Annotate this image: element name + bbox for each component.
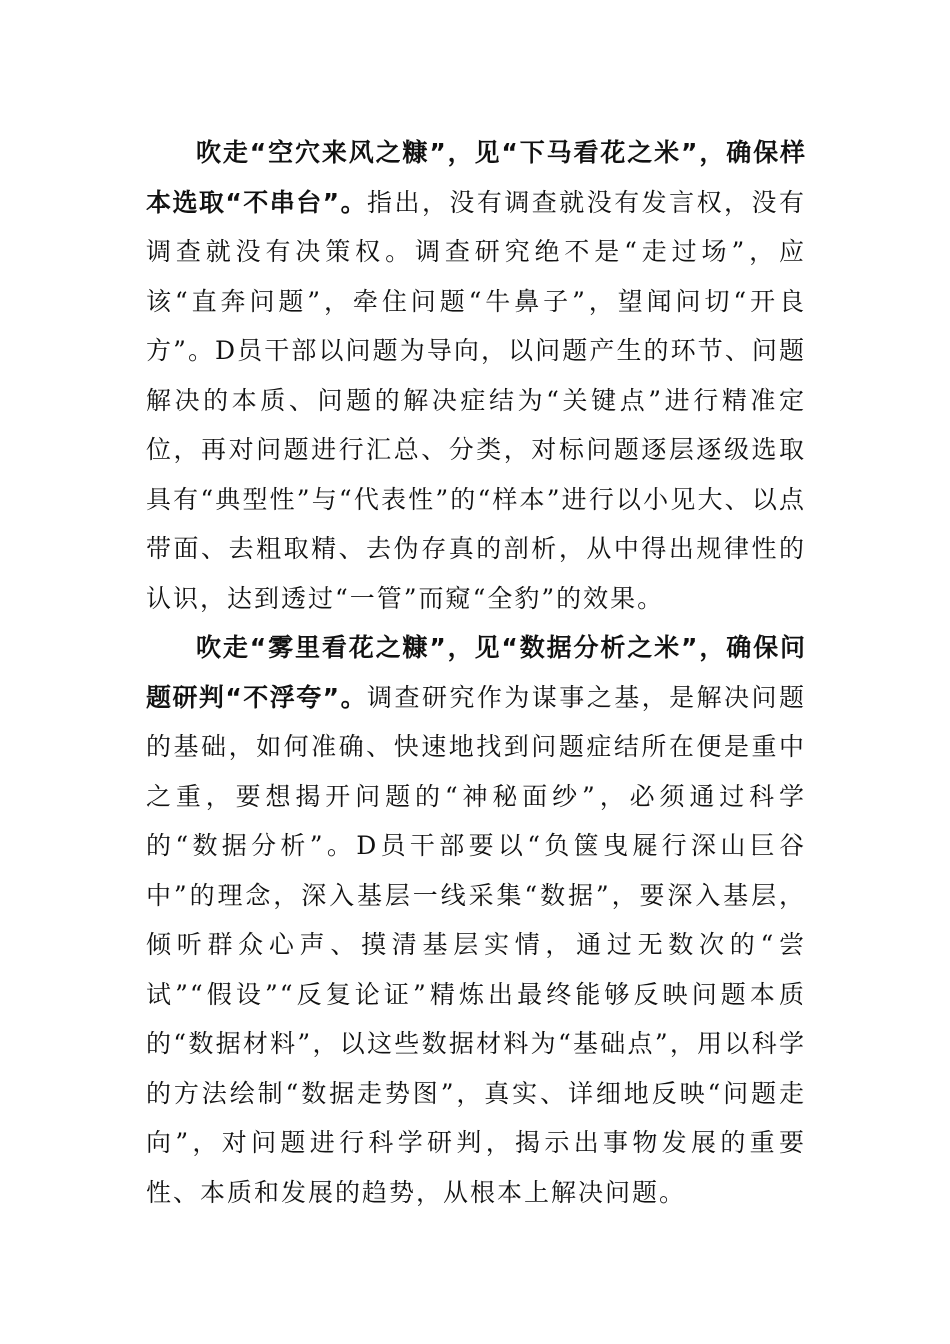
paragraph-2 — [146, 623, 806, 1217]
paragraph-2-text: 调查研究作为谋事之基，是解决问题的基础，如何准确、快速地找到问题症结所在便是重中之重，要想揭开问题的“神秘面纱”，必须通过科学的“数据分析”。D员干部要以“负箧曳屣行深山巨谷中”的理念，深入基层一线采集“数据”，要深入基层，倾听群众心声、摸清基层实情，通过无数次的“尝试”“假设”“反复论证”精炼出最终能够反映问题本质的“数据材料”，以这些数据材料为“基础点”，用以科学的方法绘制“数据走势图”，真实、详细地反映“问题走向”，对问题进行科学研判，揭示出事物发展的重要性、本质和发展的趋势，从根本上解决问题。 — [146, 682, 806, 1207]
document-body — [146, 128, 806, 1217]
paragraph-1-text: 指出，没有调查就没有发言权，没有调查就没有决策权。调查研究绝不是“走过场”，应该“直奔问题”，牵住问题“牛鼻子”，望闻问切“开良方”。D员干部以问题为导向，以问题产生的环节、问题解决的本质、问题的解决症结为“关键点”进行精准定位，再对问题进行汇总、分类，对标问题逐层逐级选取具有“典型性”与“代表性”的“样本”进行以小见大、以点带面、去粗取精、去伪存真的剖析，从中得出规律性的认识，达到透过“一管”而窥“全豹”的效果。 — [146, 187, 806, 613]
paragraph-2-heading: 吹走“雾里看花之糠”，见“数据分析之米”，确保问题研判“不浮夸”。 — [146, 633, 806, 712]
paragraph-1 — [146, 128, 806, 623]
paragraph-1-heading: 吹走“空穴来风之糠”，见“下马看花之米”，确保样本选取“不串台”。 — [146, 138, 806, 217]
